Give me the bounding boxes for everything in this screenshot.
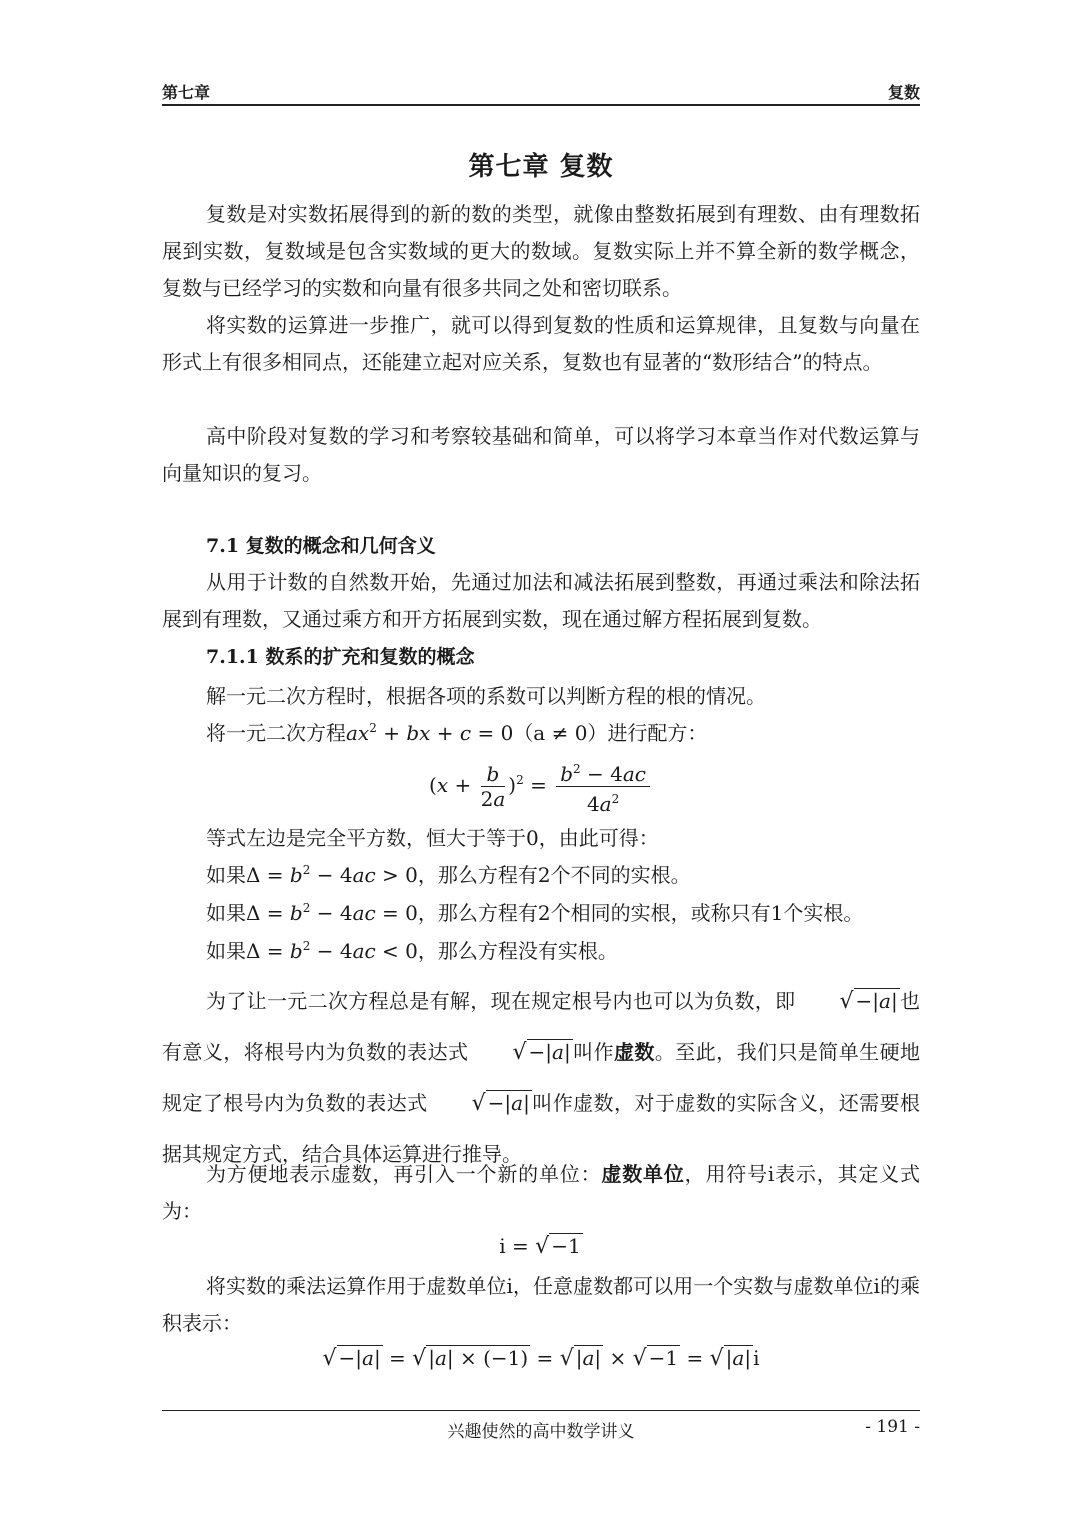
document-page (162, 0, 920, 1528)
section-heading-7-1-1: 7.1.1 数系的扩充和复数的概念 (206, 646, 475, 668)
sqrt-neg-abs-a: √ −|a| (471, 1091, 530, 1116)
discriminant-case-negative: 如果$\Delta = b^2 - 4ac < 0$，那么方程没有实根。 (206, 939, 618, 963)
section-7-1-paragraph: 从用于计数的自然数开始，先通过加法和减法拓展到整数，再通过乘法和除法拓展到有理数，又通过乘方和开方拓展到实数，现在通过解方程拓展到复数。 (162, 570, 920, 631)
imaginary-unit-formula: i = √ −1 (499, 1234, 581, 1259)
intro-paragraph-2: 将实数的运算进一步推广，就可以得到复数的性质和运算规律，且复数与向量在形式上有很多相同点，还能建立起对应关系，复数也有显著的“数形结合”的特点。 (162, 313, 920, 374)
completed-square-formula: (x + $\frac{b}{2a}$ )$^2$ = $\frac{b^2 - 4ac}{4a^2}$ (162, 757, 920, 816)
term-imaginary-number: 虚数 (613, 1040, 655, 1064)
paragraph-square-nonnegative: 等式左边是完全平方数，恒大于等于0，由此可得： (206, 826, 659, 850)
running-header (162, 76, 920, 106)
page-number: - 191 - (865, 1417, 920, 1437)
intro-paragraph-1: 复数是对实数拓展得到的新的数的类型，就像由整数拓展到有理数、由有理数拓展到实数，复数域是包含实数域的更大的数域。复数实际上并不算全新的数学概念，复数与已经学习的实数和向量有很多共同之处和密切联系。 (162, 202, 920, 300)
paragraph-imaginary-definition: 为了让一元二次方程总是有解，现在规定根号内也可以为负数，即 √ −|a| 也有意义，将根号内为负数的表达式 √ −|a| 叫作虚数。至此，我们只是简单生硬地规定了根号内为负数的表达式 √ −|a| 叫作虚数，对于虚数的实际含义，还需要根据其规定方式，结合具体运算进行推导。 (162, 976, 920, 1179)
header-chapter: 第七章 (162, 83, 211, 102)
discriminant-case-positive: 如果$\Delta = b^2 - 4ac > 0$，那么方程有2个不同的实根。 (206, 863, 691, 887)
running-footer (162, 1410, 920, 1447)
paragraph-imaginary-unit: 为方便地表示虚数，再引入一个新的单位：虚数单位，用符号i表示，其定义式为： (162, 1162, 920, 1223)
paragraph-complete-square: 将一元二次方程$ax^2$ + bx + c = 0（a ≠ 0）进行配方： (206, 721, 708, 745)
paragraph-product-form: 将实数的乘法运算作用于虚数单位i，任意虚数都可以用一个实数与虚数单位i的乘积表示： (162, 1274, 920, 1335)
chapter-title: 第七章 复数 (468, 152, 614, 182)
paragraph-roots-intro: 解一元二次方程时，根据各项的系数可以判断方程的根的情况。 (206, 684, 766, 708)
term-imaginary-unit: 虚数单位 (601, 1162, 685, 1186)
discriminant-case-zero: 如果$\Delta = b^2 - 4ac = 0$，那么方程有2个相同的实根，或称只有1个实根。 (206, 901, 864, 925)
product-form-formula: √ −|a| = √ |a| × (−1) = √ |a| × √ −1 = √ |a| i (322, 1346, 760, 1371)
section-heading-7-1: 7.1 复数的概念和几何含义 (206, 535, 436, 557)
header-topic: 复数 (887, 83, 920, 102)
quadratic-equation: $ax^2$ + bx + c = 0 (346, 721, 514, 745)
sqrt-neg-abs-a: √ −|a| (512, 1040, 571, 1065)
book-title: 兴趣使然的高中数学讲义 (447, 1422, 635, 1442)
sqrt-neg-abs-a: √ −|a| (839, 989, 898, 1014)
intro-paragraph-3: 高中阶段对复数的学习和考察较基础和简单，可以将学习本章当作对代数运算与向量知识的复习。 (162, 424, 920, 485)
